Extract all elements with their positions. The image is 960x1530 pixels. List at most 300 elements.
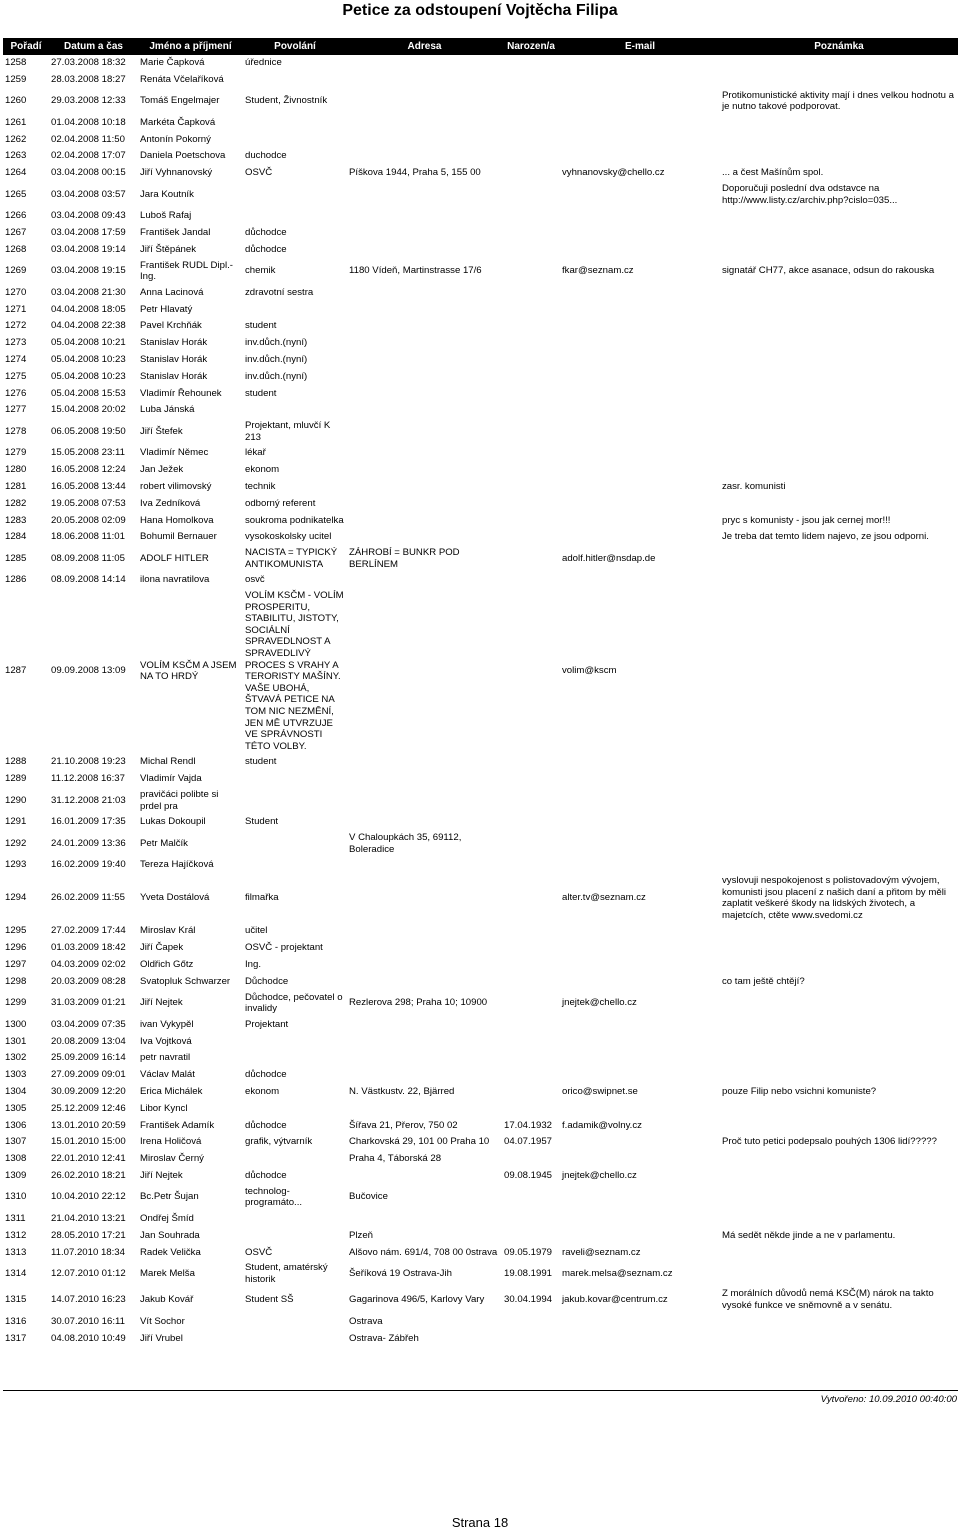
table-cell: Plzeň	[349, 1229, 373, 1241]
table-cell	[347, 572, 502, 589]
table-cell	[347, 495, 502, 512]
table-cell	[720, 241, 958, 258]
table-cell: Student, amatérský historik	[245, 1262, 328, 1285]
table-cell	[502, 148, 560, 165]
table-cell: úřednice	[245, 57, 282, 69]
table-cell: Bučovice	[349, 1191, 388, 1203]
table-cell: Luba Jánská	[140, 404, 195, 416]
table-cell: zasr. komunisti	[722, 480, 786, 492]
table-row	[3, 1287, 958, 1313]
table-cell: OSVČ - projektant	[245, 942, 323, 954]
table-cell	[502, 1313, 560, 1330]
table-cell: Stanislav Horák	[140, 370, 208, 382]
table-cell: 1261	[5, 116, 27, 128]
table-cell	[560, 71, 720, 88]
table-cell: ZÁHROBÍ = BUNKR POD BERLÍNEM	[349, 547, 460, 570]
table-cell: ... a čest Mašínům spol.	[722, 167, 824, 179]
table-cell	[720, 589, 958, 754]
table-cell: 04.04.2008 18:05	[51, 303, 126, 315]
table-cell: signatář CH77, akce asanace, odsun do rakouska	[722, 265, 935, 277]
table-cell	[347, 923, 502, 940]
table-cell: Projektant	[245, 1018, 289, 1030]
table-cell	[720, 1151, 958, 1168]
table-cell: Markéta Čapková	[140, 116, 216, 128]
table-cell	[347, 512, 502, 529]
table-cell: 05.04.2008 10:21	[51, 337, 126, 349]
table-cell	[347, 318, 502, 335]
table-cell: Důchodce	[245, 975, 289, 987]
table-row	[3, 385, 958, 402]
table-row	[3, 873, 958, 922]
table-cell	[560, 1210, 720, 1227]
table-cell: inv.důch.(nyní)	[245, 337, 308, 349]
table-cell	[502, 181, 560, 207]
table-cell: 21.04.2010 13:21	[51, 1212, 126, 1224]
table-cell: VOLÍM KSČM A JSEM NA TO HRDÝ	[140, 659, 237, 683]
table-row	[3, 814, 958, 831]
table-cell: technik	[245, 480, 276, 492]
table-cell: Jiří Čapek	[140, 942, 184, 954]
table-cell: 1301	[5, 1035, 27, 1047]
table-cell: 18.06.2008 11:01	[51, 531, 125, 543]
table-cell: marek.melsa@seznam.cz	[562, 1268, 673, 1280]
table-cell: Píškova 1944, Praha 5, 155 00	[349, 167, 481, 179]
table-cell	[720, 814, 958, 831]
table-cell: 04.07.1957	[504, 1136, 553, 1148]
table-cell	[347, 131, 502, 148]
table-cell: odborný referent	[245, 497, 316, 509]
table-cell	[560, 419, 720, 445]
table-cell: 08.09.2008 14:14	[51, 574, 126, 586]
table-cell: technolog-programáto...	[245, 1185, 303, 1209]
table-cell	[720, 990, 958, 1016]
table-cell: Pavel Krchňák	[140, 320, 202, 332]
table-cell	[347, 1210, 502, 1227]
table-row	[3, 956, 958, 973]
table-cell: Student SŠ	[245, 1294, 294, 1306]
table-cell: Hana Homolkova	[140, 514, 214, 526]
table-cell: Rezlerova 298; Praha 10; 10900	[349, 997, 488, 1009]
table-cell: Daniela Poetschova	[140, 150, 226, 162]
table-cell: 1313	[5, 1246, 27, 1258]
table-cell: 03.04.2008 19:14	[51, 243, 126, 255]
table-cell	[347, 462, 502, 479]
table-header-row	[3, 38, 958, 55]
table-cell	[560, 318, 720, 335]
table-cell	[347, 224, 502, 241]
table-row	[3, 940, 958, 957]
table-cell: Svatopluk Schwarzer	[140, 975, 231, 987]
table-cell: Z morálních důvodů nemá KSČ(M) nárok na takto vysoké funkce ve sněmovně a v senátu.	[722, 1288, 934, 1312]
table-cell: 1299	[5, 997, 27, 1009]
table-cell: 20.08.2009 13:04	[51, 1035, 126, 1047]
table-cell: 15.04.2008 20:02	[51, 404, 126, 416]
table-cell: 15.01.2010 15:00	[51, 1136, 126, 1148]
column-header: Pořadí	[3, 38, 49, 55]
table-cell: 1305	[5, 1102, 27, 1114]
table-cell	[243, 1227, 347, 1244]
column-header: E-mail	[560, 38, 720, 55]
table-cell: Charkovská 29, 101 00 Praha 10	[349, 1136, 490, 1148]
table-cell	[720, 495, 958, 512]
table-cell	[560, 814, 720, 831]
table-cell: Renáta Včelaříková	[140, 73, 224, 85]
table-row	[3, 1016, 958, 1033]
table-cell	[502, 1083, 560, 1100]
table-cell: 1283	[5, 514, 27, 526]
table-row	[3, 181, 958, 207]
table-cell: 1294	[5, 892, 27, 904]
table-cell	[502, 318, 560, 335]
table-cell: 1267	[5, 227, 27, 239]
table-cell: 1268	[5, 243, 27, 255]
table-cell	[243, 830, 347, 856]
table-cell	[560, 771, 720, 788]
table-cell	[720, 754, 958, 771]
table-cell	[502, 1050, 560, 1067]
table-cell: 1304	[5, 1085, 27, 1097]
table-cell: František Adamík	[140, 1119, 215, 1131]
table-cell: vysokoskolsky ucitel	[245, 531, 332, 543]
table-cell	[560, 368, 720, 385]
table-cell	[560, 973, 720, 990]
table-row	[3, 478, 958, 495]
table-cell	[347, 301, 502, 318]
table-cell: duchodce	[245, 150, 287, 162]
table-cell	[720, 787, 958, 813]
column-header: Poznámka	[720, 38, 958, 55]
table-row	[3, 754, 958, 771]
table-cell	[502, 351, 560, 368]
table-cell: pravičáci polibte si prdel pra	[140, 788, 219, 812]
table-cell	[243, 857, 347, 874]
table-cell: 06.05.2008 19:50	[51, 425, 126, 437]
table-cell	[502, 857, 560, 874]
table-cell: 1297	[5, 959, 27, 970]
table-cell	[560, 1227, 720, 1244]
table-cell: Praha 4, Táborská 28	[349, 1153, 442, 1165]
table-cell: 04.08.2010 10:49	[51, 1332, 126, 1344]
table-cell: 01.04.2008 10:18	[51, 116, 126, 128]
table-cell: alter.tv@seznam.cz	[562, 892, 646, 904]
table-cell: 27.09.2009 09:01	[51, 1069, 126, 1081]
table-cell: Jiří Nejtek	[140, 997, 183, 1009]
table-cell	[502, 368, 560, 385]
table-cell: 03.04.2008 19:15	[51, 265, 126, 277]
table-cell: 03.04.2009 07:35	[51, 1018, 126, 1030]
table-cell: Stanislav Horák	[140, 354, 208, 366]
table-cell: 03.04.2008 03:57	[51, 188, 126, 200]
table-row	[3, 1184, 958, 1210]
table-cell	[560, 88, 720, 114]
table-cell: soukroma podnikatelka	[245, 514, 344, 526]
table-cell: Šířava 21, Přerov, 750 02	[349, 1119, 458, 1131]
table-cell	[720, 148, 958, 165]
table-cell: 30.07.2010 16:11	[51, 1315, 125, 1327]
table-cell	[720, 940, 958, 957]
table-cell: 1287	[5, 665, 27, 677]
table-cell	[502, 787, 560, 813]
table-row	[3, 495, 958, 512]
table-row	[3, 529, 958, 546]
table-cell: 1282	[5, 497, 27, 509]
table-cell	[560, 1313, 720, 1330]
table-cell: raveli@seznam.cz	[562, 1246, 641, 1258]
table-cell	[720, 71, 958, 88]
table-cell: Ostrava	[349, 1315, 383, 1327]
table-row	[3, 148, 958, 165]
table-cell: 1265	[5, 188, 27, 200]
table-cell	[502, 956, 560, 973]
column-header: Adresa	[347, 38, 502, 55]
table-cell: ekonom	[245, 464, 280, 476]
table-cell: Erica Michálek	[140, 1085, 203, 1097]
table-cell	[502, 165, 560, 182]
table-cell	[720, 284, 958, 301]
table-cell	[347, 88, 502, 114]
table-row	[3, 208, 958, 225]
table-row	[3, 1227, 958, 1244]
table-cell	[347, 208, 502, 225]
table-cell: Má sedět někde jinde a ne v parlamentu.	[722, 1229, 896, 1241]
table-cell: Vladimír Němec	[140, 447, 209, 459]
table-cell	[720, 318, 958, 335]
table-cell: pouze Filip nebo vsichni komuniste?	[722, 1085, 877, 1097]
table-cell	[502, 923, 560, 940]
table-cell	[502, 284, 560, 301]
table-cell: 10.04.2010 22:12	[51, 1191, 126, 1203]
table-cell: 11.12.2008 16:37	[51, 773, 125, 785]
table-cell	[720, 1067, 958, 1084]
table-cell: 02.04.2008 11:50	[51, 133, 125, 145]
table-cell	[720, 1050, 958, 1067]
table-cell: 1312	[5, 1229, 27, 1241]
table-cell: Jan Souhrada	[140, 1229, 200, 1241]
table-cell: chemik	[245, 265, 276, 277]
table-cell	[347, 284, 502, 301]
table-cell: filmařka	[245, 892, 279, 904]
table-cell	[502, 873, 560, 922]
table-cell: OSVČ	[245, 167, 273, 179]
table-cell	[502, 114, 560, 131]
table-cell: Protikomunistické aktivity mají i dnes velkou hodnotu a je nutno takové podporovat.	[722, 89, 954, 113]
column-header: Datum a čas	[49, 38, 138, 55]
table-cell	[502, 1100, 560, 1117]
table-cell: 30.04.1994	[504, 1294, 553, 1306]
table-cell: 29.03.2008 12:33	[51, 95, 126, 107]
table-cell	[720, 1100, 958, 1117]
table-row	[3, 402, 958, 419]
table-cell: 1279	[5, 447, 27, 459]
table-cell	[560, 181, 720, 207]
table-row	[3, 1067, 958, 1084]
table-cell	[502, 402, 560, 419]
table-cell: pryc s komunisty - jsou jak cernej mor!!!	[722, 514, 891, 526]
table-cell: 19.05.2008 07:53	[51, 497, 126, 509]
table-cell: 09.09.2008 13:09	[51, 665, 126, 677]
table-cell	[560, 1050, 720, 1067]
table-row	[3, 241, 958, 258]
table-cell	[720, 402, 958, 419]
table-row	[3, 1330, 958, 1347]
table-cell: 26.02.2010 18:21	[51, 1169, 126, 1181]
table-cell: Důchodce, pečovatel o invalidy	[245, 991, 343, 1015]
table-cell: 17.04.1932	[504, 1119, 553, 1131]
table-cell: 24.01.2009 13:36	[51, 837, 126, 849]
table-cell	[720, 208, 958, 225]
table-cell	[560, 572, 720, 589]
table-cell	[560, 1184, 720, 1210]
table-cell: Jiří Štefek	[140, 425, 183, 437]
table-cell	[243, 787, 347, 813]
table-cell: 16.05.2008 13:44	[51, 480, 126, 492]
table-cell: Lukas Dokoupil	[140, 816, 206, 828]
table-cell: Michal Rendl	[140, 756, 196, 768]
table-cell: 1307	[5, 1136, 27, 1148]
table-row	[3, 335, 958, 352]
table-cell: N. Västkustv. 22, Bjärred	[349, 1085, 455, 1097]
table-cell: 1285	[5, 552, 27, 564]
table-cell	[560, 241, 720, 258]
table-cell: Jiří Nejtek	[140, 1169, 183, 1181]
table-cell: Anna Lacinová	[140, 286, 204, 298]
table-row	[3, 1083, 958, 1100]
table-cell	[560, 351, 720, 368]
table-cell	[502, 1210, 560, 1227]
table-cell	[502, 335, 560, 352]
table-cell: ekonom	[245, 1085, 280, 1097]
table-cell	[502, 241, 560, 258]
table-cell: František RUDL Dipl.-Ing.	[140, 259, 233, 283]
table-cell: V Chaloupkách 35, 69112, Boleradice	[349, 831, 462, 855]
table-cell	[502, 973, 560, 990]
table-cell	[720, 351, 958, 368]
table-cell: Student, Živnostník	[245, 95, 328, 107]
table-row	[3, 990, 958, 1016]
table-cell	[347, 787, 502, 813]
table-cell	[502, 1184, 560, 1210]
table-cell: 1298	[5, 975, 27, 987]
table-cell: 1271	[5, 303, 27, 315]
table-cell	[560, 1134, 720, 1151]
table-cell: 05.04.2008 10:23	[51, 370, 126, 382]
table-cell	[502, 71, 560, 88]
table-cell: Ondřej Šmíd	[140, 1212, 194, 1224]
table-cell: 05.04.2008 10:23	[51, 354, 126, 366]
table-cell: 1260	[5, 95, 27, 107]
table-cell	[720, 1313, 958, 1330]
table-cell: vyhnanovsky@chello.cz	[562, 167, 665, 179]
table-cell: volim@kscm	[562, 665, 617, 677]
table-cell: 1295	[5, 925, 27, 937]
table-cell: 1300	[5, 1018, 27, 1030]
table-cell: Luboš Rafaj	[140, 210, 192, 222]
table-cell	[720, 445, 958, 462]
table-cell	[560, 301, 720, 318]
table-row	[3, 1100, 958, 1117]
table-cell	[720, 572, 958, 589]
table-cell: student	[245, 320, 277, 332]
table-cell: jnejtek@chello.cz	[562, 997, 637, 1009]
table-cell	[347, 1100, 502, 1117]
table-cell: 1281	[5, 480, 27, 492]
table-cell: 1277	[5, 404, 27, 416]
table-cell	[720, 956, 958, 973]
table-cell	[347, 114, 502, 131]
table-cell: 01.03.2009 18:42	[51, 942, 126, 954]
table-cell	[502, 589, 560, 754]
table-row	[3, 351, 958, 368]
table-cell	[243, 301, 347, 318]
table-row	[3, 284, 958, 301]
table-cell	[502, 88, 560, 114]
table-cell	[720, 385, 958, 402]
table-cell: student	[245, 756, 277, 768]
table-cell: 1270	[5, 286, 27, 298]
table-cell	[560, 335, 720, 352]
table-cell: 1317	[5, 1332, 27, 1344]
table-cell	[720, 1330, 958, 1347]
table-cell: 1264	[5, 167, 27, 179]
table-row	[3, 301, 958, 318]
table-cell	[347, 1067, 502, 1084]
table-cell: 1290	[5, 794, 27, 806]
table-cell: Petr Hlavatý	[140, 303, 193, 315]
table-cell: 1269	[5, 265, 27, 277]
table-cell: Petr Malčík	[140, 837, 188, 849]
table-cell	[560, 1100, 720, 1117]
table-cell	[347, 771, 502, 788]
table-cell	[720, 131, 958, 148]
table-cell	[720, 1117, 958, 1134]
table-cell: ilona navratilova	[140, 574, 210, 586]
table-cell	[243, 181, 347, 207]
table-cell	[560, 1033, 720, 1050]
table-cell: Projektant, mluvčí K 213	[245, 420, 331, 443]
table-cell: Václav Malát	[140, 1069, 195, 1081]
table-cell	[502, 495, 560, 512]
table-cell	[347, 589, 502, 754]
table-row	[3, 546, 958, 572]
table-cell: 1291	[5, 816, 27, 828]
table-cell	[347, 814, 502, 831]
table-cell	[243, 1050, 347, 1067]
table-row	[3, 1313, 958, 1330]
table-cell: Jara Koutník	[140, 188, 194, 200]
table-row	[3, 1167, 958, 1184]
table-cell: 1292	[5, 837, 27, 849]
table-cell: 1258	[5, 57, 27, 69]
table-cell: Ing.	[245, 959, 262, 970]
table-cell	[560, 55, 720, 71]
table-cell	[560, 923, 720, 940]
table-cell: 08.09.2008 11:05	[51, 552, 125, 564]
table-row	[3, 857, 958, 874]
table-cell: 15.05.2008 23:11	[51, 447, 125, 459]
table-cell: Tomáš Engelmajer	[140, 95, 220, 107]
table-cell: 03.04.2008 21:30	[51, 286, 126, 298]
table-cell: lékař	[245, 447, 266, 459]
table-cell	[720, 224, 958, 241]
table-cell: 1263	[5, 150, 27, 162]
table-row	[3, 1261, 958, 1287]
table-cell: 1303	[5, 1069, 27, 1081]
table-cell: 12.07.2010 01:12	[51, 1268, 126, 1280]
table-cell	[720, 114, 958, 131]
table-cell	[502, 814, 560, 831]
table-row	[3, 973, 958, 990]
table-cell: Student	[245, 816, 279, 828]
